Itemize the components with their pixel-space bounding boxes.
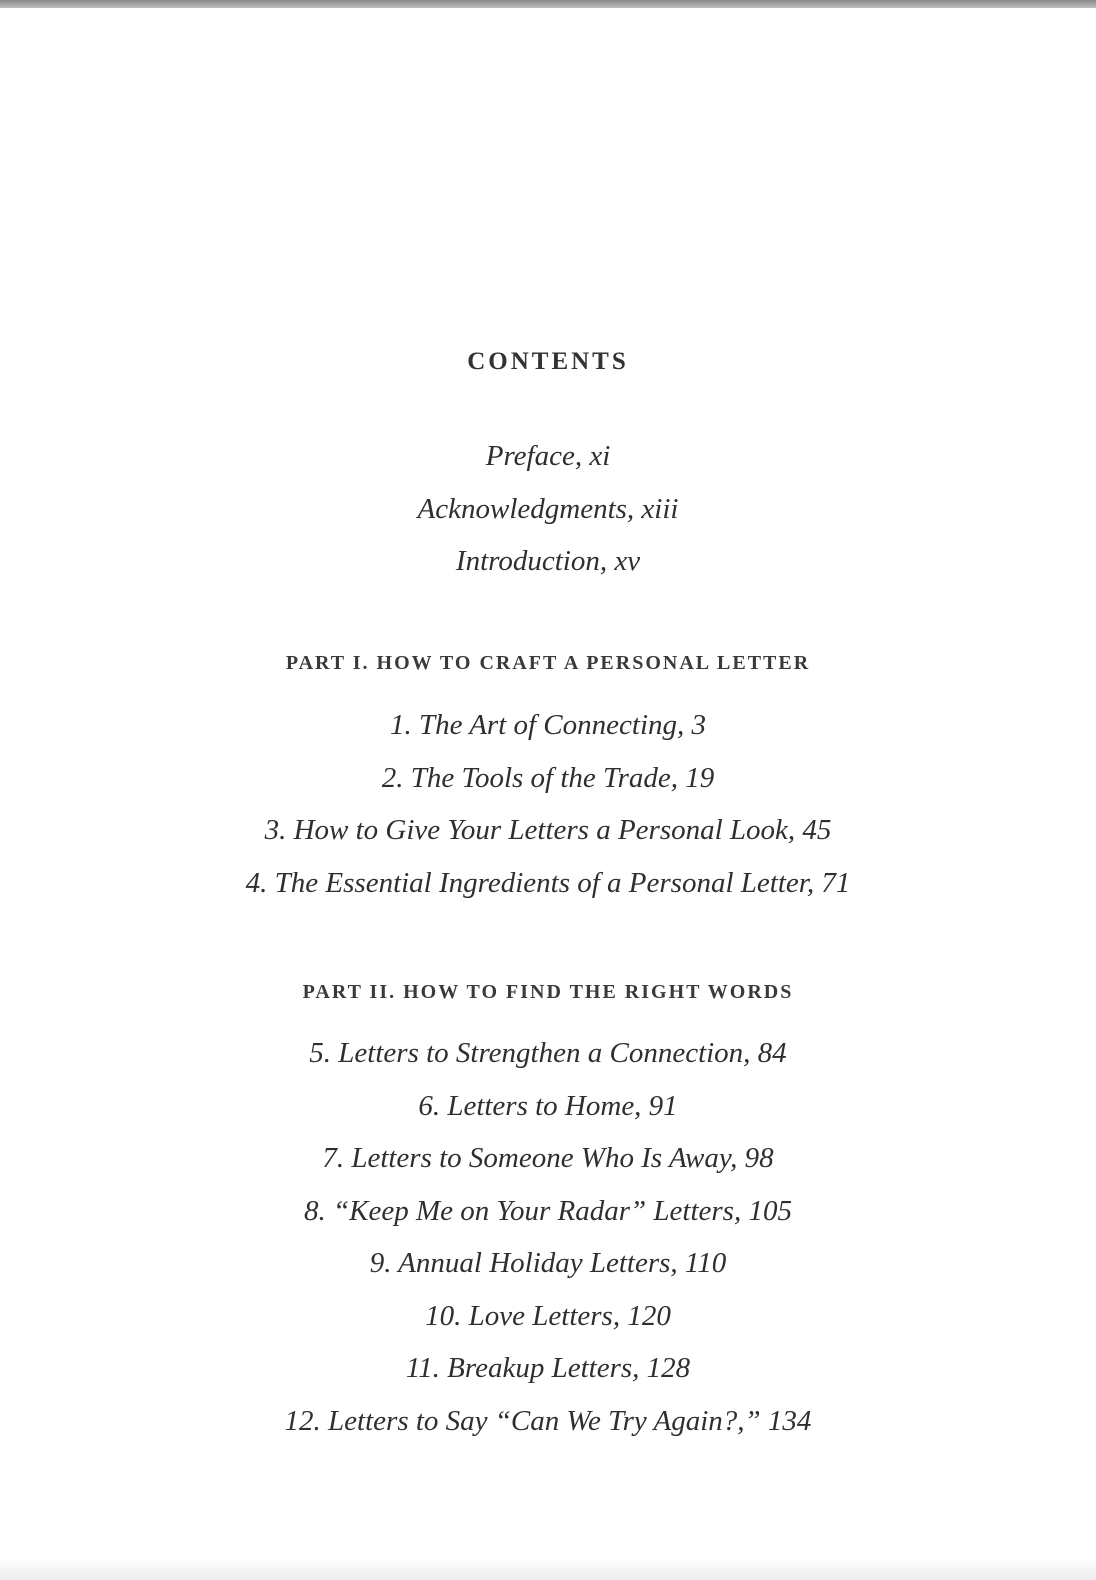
toc-entry-acknowledgments: Acknowledgments, xiii	[417, 492, 679, 525]
page-bottom-shade	[0, 1558, 1096, 1580]
part-2-heading: PART II. HOW TO FIND THE RIGHT WORDS	[302, 981, 794, 1003]
toc-entry-chapter-12: 12. Letters to Say “Can We Try Again?,” 134	[284, 1404, 812, 1437]
toc-entry-chapter-2: 2. The Tools of the Trade, 19	[381, 761, 715, 794]
toc-entry-chapter-7: 7. Letters to Someone Who Is Away, 98	[322, 1142, 774, 1174]
toc-entry-chapter-6: 6. Letters to Home, 91	[418, 1089, 678, 1122]
toc-entry-chapter-9: 9. Annual Holiday Letters, 110	[369, 1247, 727, 1279]
toc-entry-preface: Preface, xi	[485, 440, 611, 472]
toc-entry-chapter-3: 3. How to Give Your Letters a Personal Look, 45	[264, 814, 832, 846]
toc-entry-introduction: Introduction, xv	[455, 545, 641, 577]
part-1-chapter-list	[0, 699, 1096, 909]
part-1-heading: PART I. HOW TO CRAFT A PERSONAL LETTER	[285, 652, 811, 674]
toc-entry-chapter-11: 11. Breakup Letters, 128	[405, 1352, 691, 1384]
toc-entry-chapter-10: 10. Love Letters, 120	[425, 1299, 671, 1332]
page-title: CONTENTS	[467, 348, 629, 375]
front-matter-list	[0, 430, 1096, 588]
toc-entry-chapter-5: 5. Letters to Strengthen a Connection, 84	[309, 1037, 787, 1069]
part-2-chapter-list	[0, 1027, 1096, 1447]
toc-entry-chapter-8: 8. “Keep Me on Your Radar” Letters, 105	[304, 1194, 792, 1227]
toc-entry-chapter-1: 1. The Art of Connecting, 3	[389, 709, 707, 741]
toc-entry-chapter-4: 4. The Essential Ingredients of a Personal Letter, 71	[245, 866, 851, 899]
